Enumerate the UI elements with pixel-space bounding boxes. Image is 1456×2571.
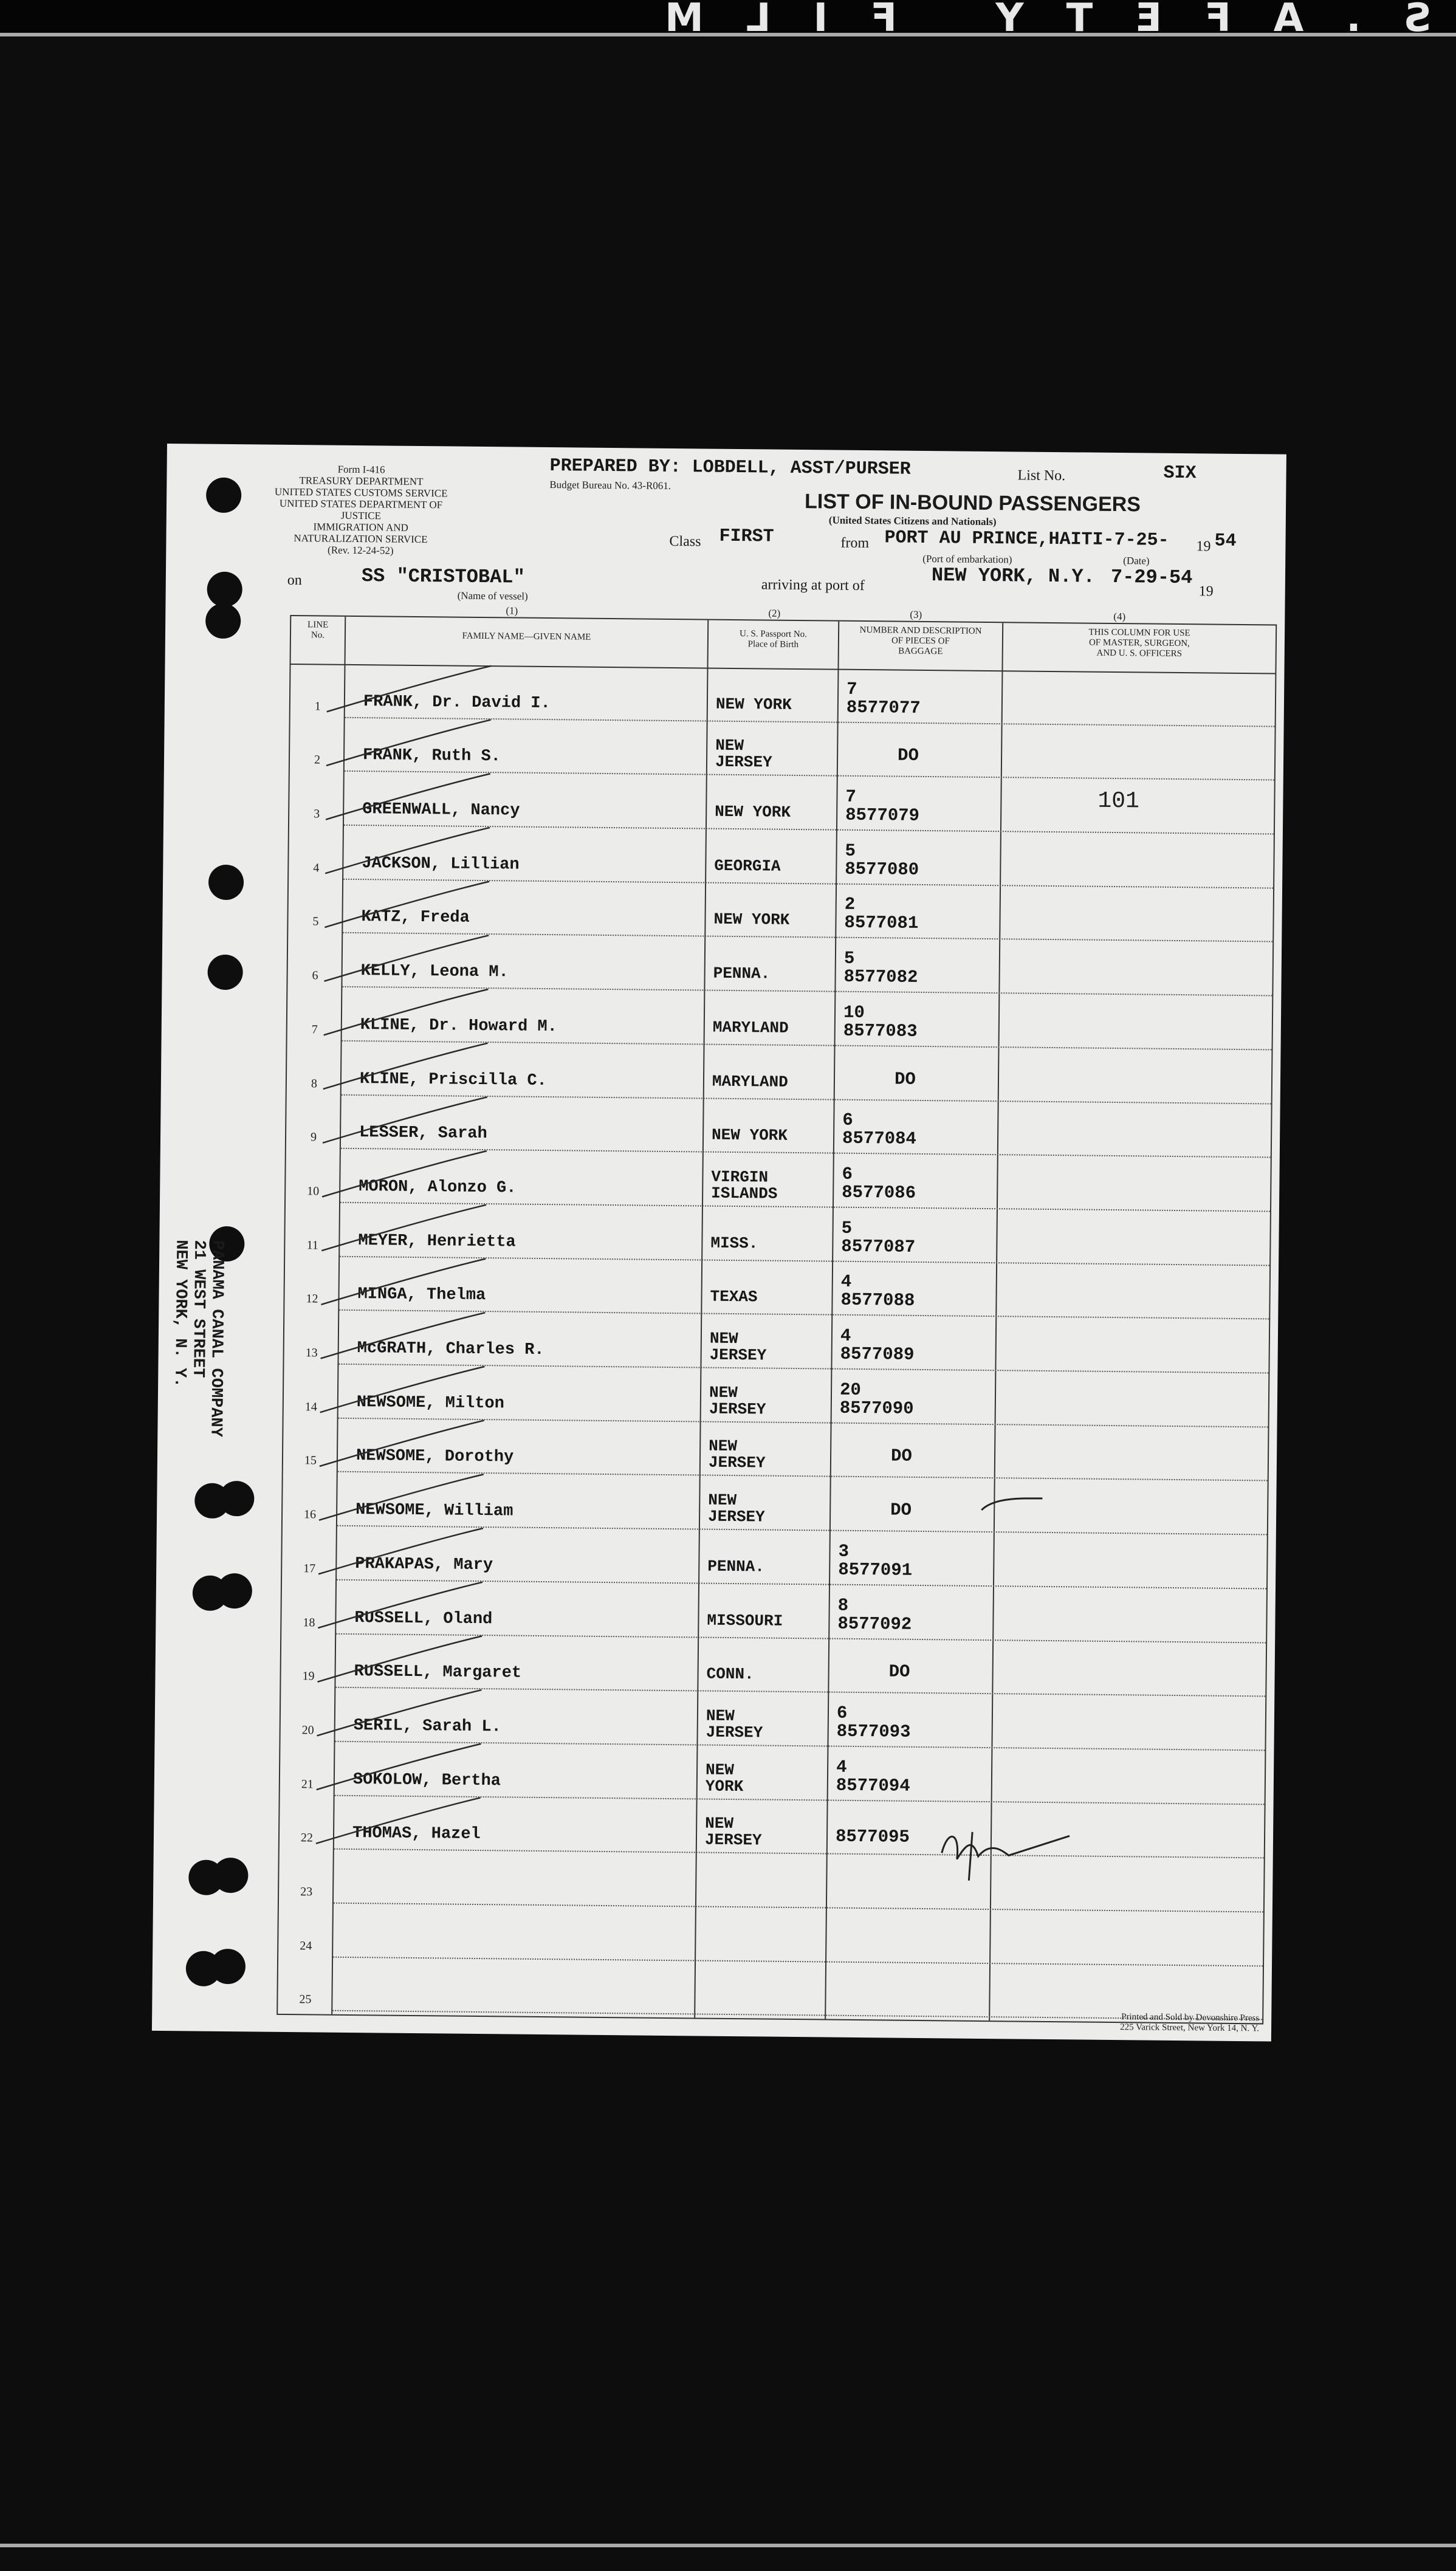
row-number: 19 (302, 1669, 315, 1683)
baggage-entry: 2 8577081 (844, 894, 919, 934)
signature-stroke (969, 1832, 972, 1881)
passenger-name: McGRATH, Charles R. (357, 1339, 544, 1360)
check-mark (325, 934, 489, 983)
check-mark (321, 1203, 486, 1252)
place-of-birth: NEW YORK (713, 910, 790, 930)
place-of-birth: MARYLAND (712, 1018, 789, 1037)
arrival-date: 7-29-54 (1110, 565, 1193, 589)
baggage-entry: DO (897, 745, 919, 766)
check-mark (317, 1742, 481, 1791)
row-number: 16 (303, 1508, 317, 1522)
baggage-entry: 8 8577092 (837, 1595, 912, 1635)
row-number: 3 (314, 807, 320, 821)
passenger-table (276, 615, 1277, 2024)
vessel-name: SS "CRISTOBAL" (361, 565, 525, 589)
film-marker: S.AFETY FILM (622, 0, 1432, 41)
row-number: 13 (305, 1346, 318, 1360)
row-number: 23 (300, 1885, 313, 1899)
baggage-entry: 5 8577082 (843, 948, 918, 988)
header-baggage: NUMBER AND DESCRIPTION OF PIECES OF BAGGAGE (859, 625, 982, 657)
check-mark (321, 1257, 486, 1306)
row-number: 6 (312, 969, 318, 983)
baggage-entry: 4 8577094 (836, 1757, 910, 1796)
place-of-birth: MISS. (710, 1234, 758, 1253)
passenger-manifest-page (152, 444, 1286, 2042)
check-mark (322, 1150, 487, 1199)
check-mark (324, 987, 489, 1037)
row-number: 25 (299, 1993, 312, 2006)
passenger-name: FRANK, Dr. David I. (363, 692, 551, 713)
baggage-entry: 6 8577084 (842, 1110, 917, 1150)
check-mark (316, 1796, 481, 1845)
place-of-birth: NEW YORK (711, 1125, 788, 1145)
baggage-entry: DO (888, 1661, 910, 1683)
passenger-name: MEYER, Henrietta (358, 1231, 516, 1252)
row-number: 4 (313, 861, 320, 875)
header-officers: THIS COLUMN FOR USE OF MASTER, SURGEON, AND U. S. OFFICERS (1088, 627, 1190, 659)
baggage-entry: 6 8577093 (836, 1703, 911, 1742)
passenger-name: KELLY, Leona M. (360, 962, 509, 982)
year-suffix: 54 (1214, 530, 1237, 552)
passenger-name: GREENWALL, Nancy (362, 800, 520, 820)
baggage-entry: DO (890, 1446, 913, 1467)
baggage-entry: 20 8577090 (839, 1379, 914, 1419)
row-number: 18 (303, 1615, 315, 1630)
place-of-birth: NEW JERSEY (715, 736, 772, 772)
printer-imprint: Printed and Sold by Devonshire Press 225 Varick Street, New York 14, N. Y. (1120, 2012, 1260, 2034)
baggage-entry: DO (890, 1500, 912, 1521)
place-of-birth: NEW JERSEY (704, 1814, 762, 1850)
passenger-name: NEWSOME, Dorothy (355, 1447, 514, 1467)
baggage-entry: 4 8577089 (840, 1325, 915, 1365)
punch-hole (206, 478, 242, 513)
passenger-name: KATZ, Freda (361, 908, 470, 928)
check-mark (325, 826, 490, 875)
punch-hole (188, 1859, 224, 1895)
check-mark (323, 1096, 487, 1145)
check-mark (317, 1635, 482, 1684)
place-of-birth: NEW YORK (715, 802, 791, 822)
company-stamp: PANAMA CANAL COMPANY 21 WEST STREET NEW YORK, N. Y. (170, 1240, 227, 1438)
header-name: FAMILY NAME—GIVEN NAME (462, 631, 591, 642)
passenger-name: NEWSOME, Milton (356, 1393, 505, 1413)
class-value: FIRST (719, 526, 774, 547)
check-mark (318, 1581, 482, 1630)
class-label: Class (669, 533, 701, 550)
on-label: on (287, 572, 302, 589)
vessel-note: (Name of vessel) (457, 589, 528, 602)
header-passport: U. S. Passport No. Place of Birth (740, 629, 808, 650)
place-of-birth: MARYLAND (712, 1072, 788, 1091)
place-of-birth: NEW JERSEY (708, 1437, 766, 1473)
baggage-entry: 8577095 (835, 1827, 910, 1848)
check-mark (323, 1042, 488, 1091)
officer-tick-mark (981, 1498, 1042, 1511)
passenger-name: RUSSELL, Margaret (354, 1663, 522, 1683)
place-of-birth: CONN. (706, 1664, 754, 1684)
punch-hole (207, 572, 242, 608)
row-number: 12 (306, 1292, 318, 1306)
port-embark-note: (Port of embarkation) (922, 552, 1012, 566)
passenger-name: PRAKAPAS, Mary (355, 1554, 493, 1575)
check-mark (320, 1365, 485, 1414)
place-of-birth: NEW JERSEY (707, 1491, 765, 1526)
row-number: 20 (301, 1723, 314, 1737)
row-number: 8 (311, 1076, 318, 1090)
budget-bureau: Budget Bureau No. 43-R061. (549, 479, 671, 492)
row-number: 15 (304, 1454, 317, 1467)
row-number: 11 (306, 1238, 319, 1252)
row-number: 7 (311, 1023, 318, 1037)
punch-hole (193, 1575, 228, 1611)
passenger-name: MORON, Alonzo G. (359, 1178, 517, 1198)
check-mark (321, 1311, 486, 1361)
passenger-name: SOKOLOW, Bertha (352, 1770, 501, 1791)
punch-hole (207, 955, 243, 990)
handwritten-marks (278, 616, 1276, 2023)
row-number: 24 (300, 1938, 312, 1953)
row-number: 9 (310, 1130, 317, 1144)
baggage-entry: 5 8577080 (845, 840, 919, 880)
arrival-port: NEW YORK, N.Y. (931, 564, 1095, 588)
baggage-entry: 3 8577091 (838, 1541, 913, 1581)
header-line-no: LINE No. (307, 620, 329, 640)
passenger-name: MINGA, Thelma (357, 1285, 486, 1305)
port-of-embarkation: PORT AU PRINCE,HAITI-7-25- (884, 527, 1169, 551)
passenger-name: FRANK, Ruth S. (362, 746, 501, 766)
baggage-entry: 7 8577079 (845, 786, 920, 826)
passenger-name: NEWSOME, William (355, 1501, 513, 1521)
row-number: 1 (314, 699, 321, 713)
passenger-name: KLINE, Dr. Howard M. (360, 1015, 558, 1037)
place-of-birth: NEW JERSEY (706, 1706, 763, 1742)
year-prefix-2: 19 (1198, 583, 1214, 600)
row-number: 10 (307, 1184, 320, 1198)
baggage-entry: 5 8577087 (841, 1218, 916, 1257)
check-mark (326, 772, 490, 822)
page-title: LIST OF IN-BOUND PASSENGERS (804, 490, 1141, 517)
check-mark (317, 1688, 482, 1737)
baggage-entry: 4 8577088 (840, 1272, 915, 1311)
column-number-1: (1) (506, 605, 518, 617)
punch-hole (205, 603, 241, 639)
officer-notation: 101 (1097, 788, 1140, 815)
official-signature (942, 1835, 1070, 1860)
from-label: from (840, 535, 870, 552)
baggage-entry: 6 8577086 (842, 1164, 916, 1203)
baggage-entry: 7 8577077 (846, 679, 921, 718)
passenger-name: THOMAS, Hazel (352, 1824, 481, 1844)
prepared-by: PREPARED BY: LOBDELL, ASST/PURSER (549, 456, 911, 480)
baggage-entry: 10 8577083 (843, 1002, 918, 1042)
passenger-name: RUSSELL, Oland (354, 1608, 493, 1629)
place-of-birth: TEXAS (710, 1288, 758, 1306)
list-no: SIX (1163, 462, 1197, 484)
baggage-entry: DO (894, 1069, 916, 1090)
passenger-name: SERIL, Sarah L. (353, 1717, 501, 1737)
arriving-label: arriving at port of (761, 577, 865, 594)
place-of-birth: VIRGIN ISLANDS (711, 1167, 778, 1203)
place-of-birth: NEW YORK (705, 1760, 744, 1796)
check-mark (318, 1526, 483, 1576)
place-of-birth: NEW JERSEY (709, 1383, 766, 1419)
passenger-name: JACKSON, Lillian (362, 854, 520, 874)
check-mark (325, 880, 489, 929)
check-mark (320, 1419, 484, 1468)
row-number: 14 (304, 1400, 317, 1414)
check-mark (326, 718, 491, 767)
year-prefix: 19 (1196, 538, 1211, 555)
column-number-2: (2) (768, 607, 781, 619)
row-number: 21 (301, 1777, 314, 1791)
check-mark (319, 1473, 484, 1522)
place-of-birth: PENNA. (707, 1557, 765, 1576)
check-mark (327, 664, 492, 713)
place-of-birth: GEORGIA (714, 856, 781, 876)
row-number: 5 (312, 915, 319, 929)
row-number: 22 (300, 1831, 314, 1845)
column-number-3: (3) (910, 608, 922, 620)
place-of-birth: NEW YORK (715, 695, 792, 714)
row-number: 2 (314, 753, 321, 767)
form-agencies: Form I-416 TREASURY DEPARTMENT UNITED STATES CUSTOMS SERVICE UNITED STATES DEPARTMENT OF JUSTICE IMMIGRATION AND NATURALIZATION SERVICE (Rev. 12-24-52) (274, 463, 448, 557)
place-of-birth: NEW JERSEY (709, 1329, 767, 1365)
place-of-birth: PENNA. (713, 964, 771, 983)
page-subtitle: (United States Citizens and Nationals) (828, 514, 997, 528)
row-number: 17 (303, 1562, 316, 1576)
column-number-4: (4) (1113, 610, 1126, 623)
punch-hole (186, 1951, 222, 1986)
film-edge-line-bottom (0, 2544, 1456, 2547)
passenger-name: LESSER, Sarah (359, 1124, 487, 1144)
punch-hole (208, 865, 244, 901)
list-no-label: List No. (1017, 467, 1066, 484)
place-of-birth: MISSOURI (707, 1611, 783, 1630)
date-note: (Date) (1123, 555, 1150, 567)
passenger-name: KLINE, Priscilla C. (359, 1069, 547, 1090)
